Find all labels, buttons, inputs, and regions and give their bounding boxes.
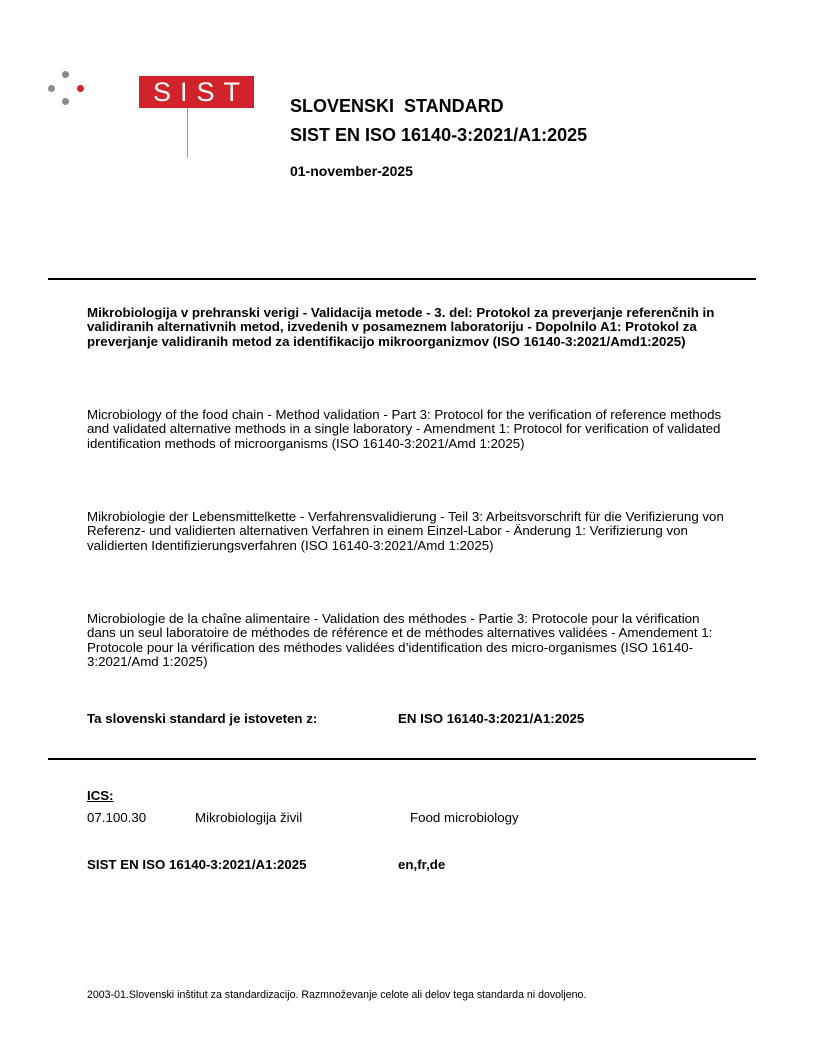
logo-wordmark: SIST (139, 76, 254, 108)
standard-code-heading: SIST EN ISO 16140-3:2021/A1:2025 (290, 125, 588, 145)
ics-label: ICS: (87, 788, 114, 803)
ics-code: 07.100.30 (87, 810, 147, 825)
top-divider (48, 278, 756, 280)
title-german: Mikrobiologie der Lebensmittelkette - Verfahrensvalidierung - Teil 3: Arbeitsvorschrift für die Verifizierung von Referenz- und validierten alternativen Verfahren in einem Einzel-Labor - Änderung 1: Verifizierung von validierten Identifizierungsverfahren (ISO 16140-3:2021/Amd 1:2025) (87, 509, 724, 553)
ics-description-en: Food microbiology (410, 810, 519, 825)
footer-standard-code: SIST EN ISO 16140-3:2021/A1:2025 (87, 857, 307, 872)
copyright-notice: 2003-01.Slovenski inštitut za standardizacijo. Razmnoževanje celote ali delov tega standarda ni dovoljeno. (87, 989, 587, 1001)
logo-divider (187, 108, 188, 158)
logo-dot-icon (62, 71, 69, 78)
identical-label: Ta slovenski standard je istoveten z: (87, 711, 318, 726)
title-english: Microbiology of the food chain - Method validation - Part 3: Protocol for the verification of reference methods and validated alternative methods in a single laboratory - Amendment 1: Protocol for verification of validated identification methods of microorganisms (ISO 16140-3:2021/Amd 1:2025) (87, 407, 722, 451)
title-slovenian: Mikrobiologija v prehranski verigi - Validacija metode - 3. del: Protokol za preverjanje referenčnih in validiranih alternativnih metod, izvedenih v posameznem laboratoriju - Dopolnilo A1: Protokol za preverjanje validiranih metod za identifikacijo mikroorganizmov (ISO 16140-3:2021/Amd1:2025) (87, 305, 715, 349)
standard-type-heading: SLOVENSKI STANDARD (290, 96, 504, 116)
identical-value: EN ISO 16140-3:2021/A1:2025 (398, 711, 585, 726)
logo-dot-icon (77, 85, 84, 92)
footer-languages: en,fr,de (398, 857, 446, 872)
sist-logo (48, 68, 249, 118)
ics-description-sl: Mikrobiologija živil (195, 810, 303, 825)
title-french: Microbiologie de la chaîne alimentaire - Validation des méthodes - Partie 3: Protocole pour la vérification dans un seul laboratoire de méthodes de référence et de méthodes alternatives validées - Amendement 1: Protocole pour la vérification des méthodes validées d’identification des micro-organismes (ISO 16140-3:2021/Amd 1:2025) (87, 611, 713, 670)
bottom-divider (48, 758, 756, 760)
logo-dot-icon (62, 98, 69, 105)
logo-dot-icon (48, 85, 55, 92)
publication-date: 01-november-2025 (290, 163, 413, 179)
